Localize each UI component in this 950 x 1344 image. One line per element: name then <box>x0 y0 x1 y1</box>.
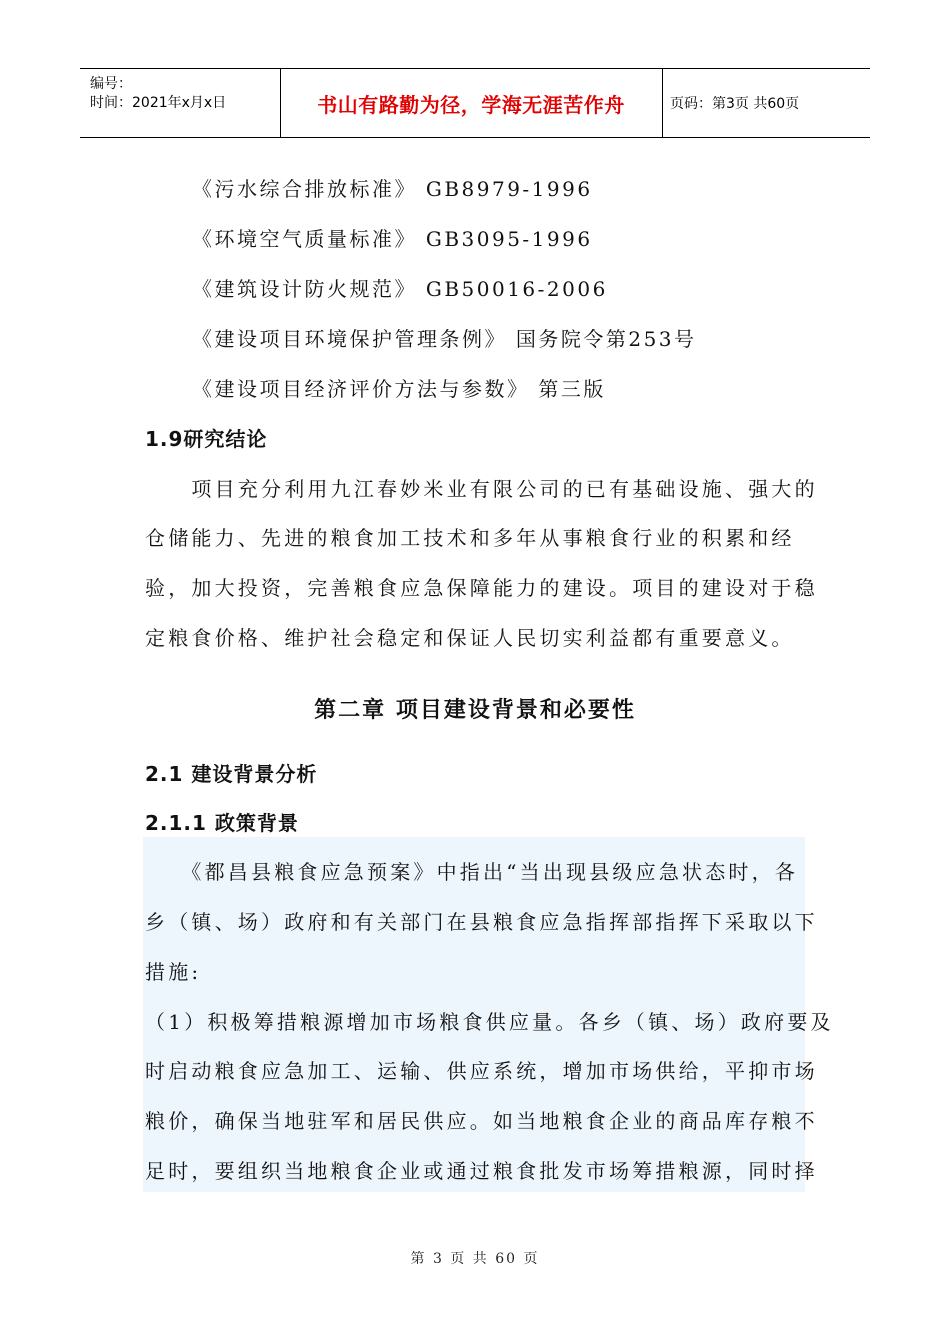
paragraph-line: 足时，要组织当地粮食企业或通过粮食批发市场筹措粮源，同时择 <box>145 1159 818 1183</box>
paragraph-line: 仓储能力、先进的粮食加工技术和多年从事粮食行业的积累和经 <box>145 526 795 550</box>
section-heading-1-9: 1.9研究结论 <box>145 427 268 451</box>
section-heading-2-1-1: 2.1.1 政策背景 <box>145 811 299 835</box>
chapter-title: 第二章 项目建设背景和必要性 <box>314 698 636 723</box>
paragraph-line: 措施: <box>145 960 202 984</box>
paragraph-line: （1）积极筹措粮源增加市场粮食供应量。各乡（镇、场）政府要及 <box>145 1010 834 1034</box>
paragraph-line: 粮价，确保当地驻军和居民供应。如当地粮食企业的商品库存粮不 <box>145 1109 818 1133</box>
paragraph-line: 项目充分利用九江春妙米业有限公司的已有基础设施、强大的 <box>145 477 818 501</box>
standard-item: 《建设项目经济评价方法与参数》 第三版 <box>192 377 606 401</box>
number-label: 编号： <box>90 76 132 92</box>
paragraph-line: 时启动粮食应急加工、运输、供应系统，增加市场供给，平抑市场 <box>145 1059 818 1083</box>
paragraph-line: 验，加大投资，完善粮食应急保障能力的建设。项目的建设对于稳 <box>145 576 818 600</box>
page-footer: 第 3 页 共 60 页 <box>410 1251 540 1267</box>
standard-item: 《建设项目环境保护管理条例》 国务院令第253号 <box>192 327 697 351</box>
paragraph-line: 定粮食价格、维护社会稳定和保证人民切实利益都有重要意义。 <box>145 626 795 650</box>
section-heading-2-1: 2.1 建设背景分析 <box>145 762 318 786</box>
time-label: 时间：2021年x月x日 <box>90 95 227 111</box>
standard-item: 《环境空气质量标准》 GB3095-1996 <box>192 227 593 251</box>
header-motto: 书山有路勤为径，学海无涯苦作舟 <box>280 69 663 137</box>
standard-item: 《建筑设计防火规范》 GB50016-2006 <box>192 277 608 301</box>
paragraph-line: 乡（镇、场）政府和有关部门在县粮食应急指挥部指挥下采取以下 <box>145 910 818 934</box>
page-header <box>80 68 870 138</box>
header-page-info: 页码：第3页 共60页 <box>670 96 800 112</box>
header-meta <box>80 69 281 137</box>
paragraph-line: 《都昌县粮食应急预案》中指出“当出现县级应急状态时，各 <box>145 860 799 884</box>
standard-item: 《污水综合排放标准》 GB8979-1996 <box>192 177 593 201</box>
